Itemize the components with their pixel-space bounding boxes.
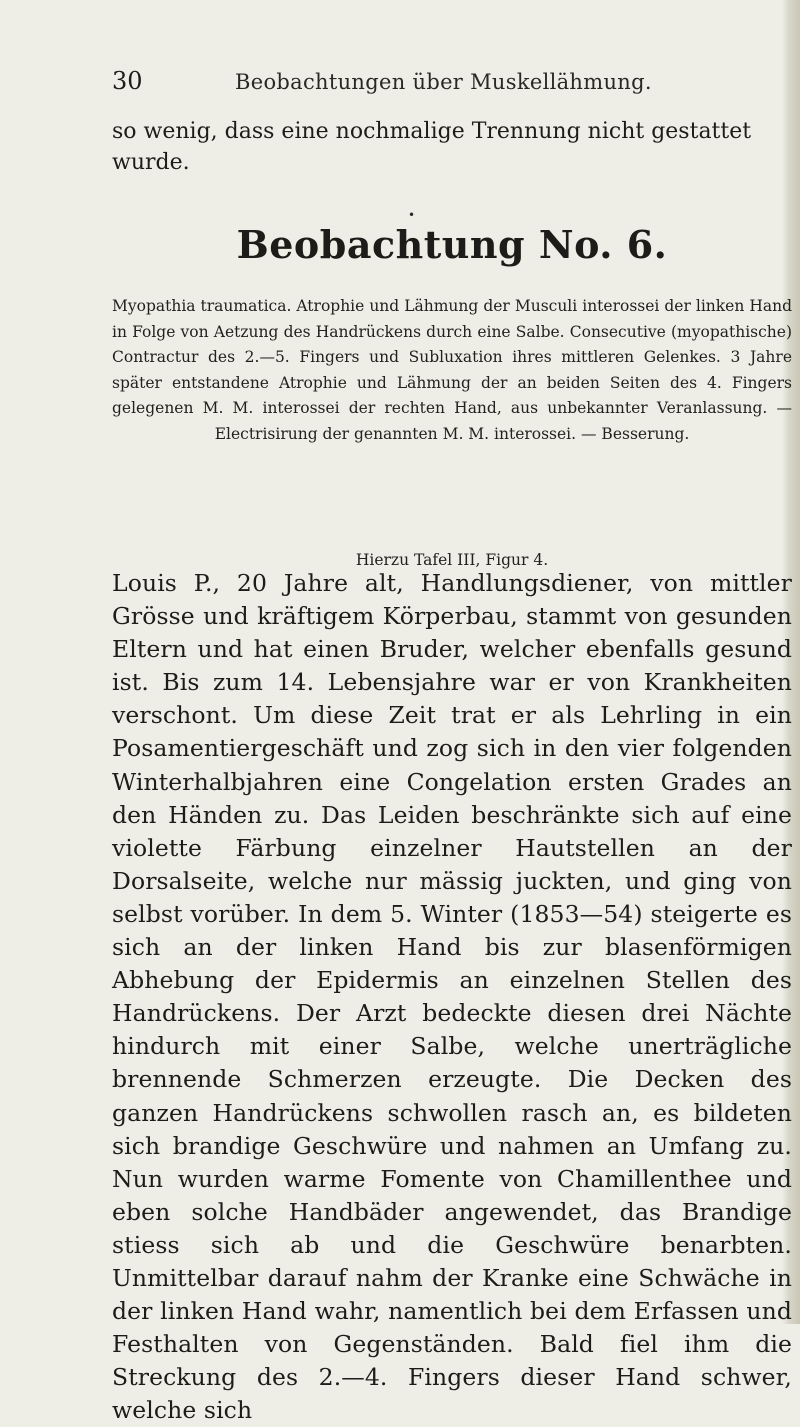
section-title: Beobachtung No. 6. bbox=[236, 222, 668, 267]
intro-paragraph: so wenig, dass eine nochmalige Trennung nicht gestattet wurde. bbox=[112, 119, 752, 175]
page-content bbox=[112, 116, 792, 1425]
ornament-mark: • bbox=[408, 208, 416, 222]
body-paragraph: Louis P., 20 Jahre alt, Handlungsdiener, von mittler Grösse und kräftigem Körperbau, stammt von gesunden Eltern und hat einen Bruder, welcher ebenfalls gesund ist. Bis zum 14. Lebensjahre war er von Krankheiten verschont. Um diese Zeit trat er als Lehrling in ein Posamentiergeschäft und zog sich in den vier folgenden Winterhalbjahren eine Congelation ersten Grades an den Händen zu. Das Leiden beschränkte sich auf eine violette Färbung einzelner Hautstellen an der Dorsalseite, welche nur mässig juckten, und ging von selbst vorüber. In dem 5. Winter (1853—54) steigerte es sich an der linken Hand bis zur blasenförmigen Abhebung der Epidermis an einzelnen Stellen des Handrückens. Der Arzt bedeckte diesen drei Nächte hindurch mit einer Salbe, welche unerträgliche brennende Schmerzen erzeugte. Die Decken des ganzen Handrückens schwollen rasch an, es bildeten sich brandige Geschwüre und nahmen an Umfang zu. Nun wurden warme Fomente von Chamillenthee und eben solche Handbäder angewendet, das Brandige stiess sich ab und die Geschwüre benarbten. Unmittelbar darauf nahm der Kranke eine Schwäche in der linken Hand wahr, namentlich bei dem Erfassen und Festhalten von Gegenständen. Bald fiel ihm die Streckung des 2.—4. Fingers dieser Hand schwer, welche sich bbox=[112, 569, 792, 1425]
page-header bbox=[0, 66, 800, 96]
running-title: Beobachtungen über Muskellähmung. bbox=[235, 70, 652, 94]
case-summary: Myopathia traumatica. Atrophie und Lähmung der Musculi interossei der linken Hand in Folge von Aetzung des Handrückens durch eine Salbe. Consecutive (myopathische) Contractur des 2.—5. Fingers und Subluxation ihres mittleren Gelenkes. 3 Jahre später entstandene Atrophie und Lähmung der an beiden Seiten des 4. Fingers gelegenen M. M. interossei der rechten Hand, aus unbekannter Veranlassung. — Electrisirung der genannten M. M. interossei. — Besserung. bbox=[112, 297, 792, 443]
figure-reference: Hierzu Tafel III, Figur 4. bbox=[355, 551, 549, 569]
page-number: 30 bbox=[112, 67, 143, 95]
